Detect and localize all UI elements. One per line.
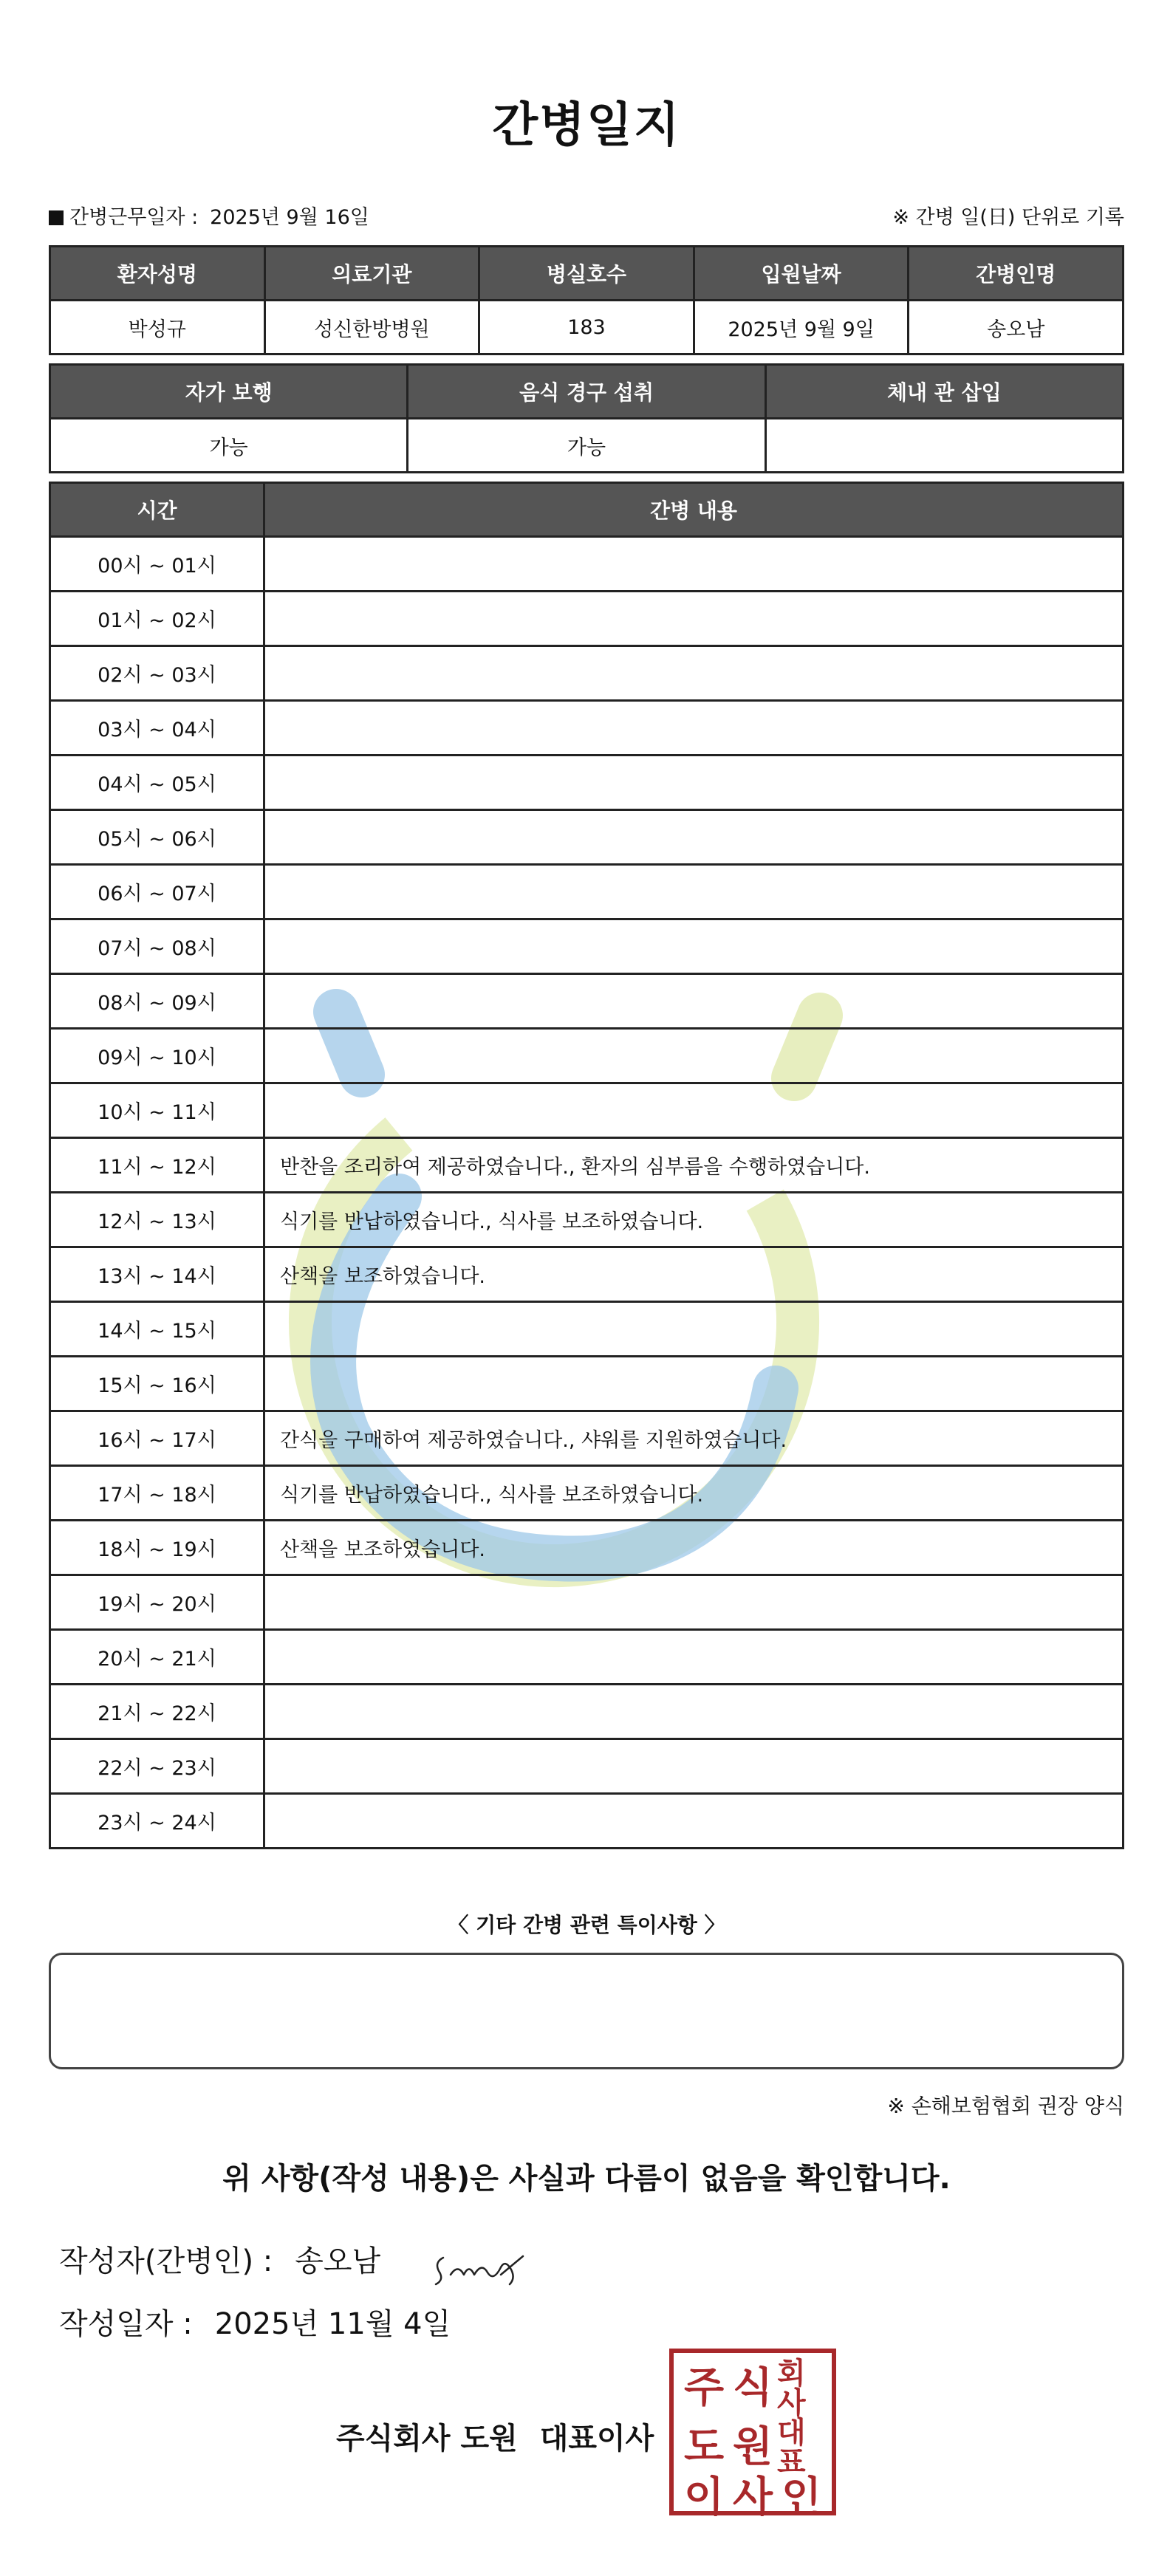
log-time-cell: 08시 ~ 09시 xyxy=(50,974,264,1029)
header-care-content: 간병 내용 xyxy=(264,483,1124,537)
log-content-cell xyxy=(264,592,1124,646)
log-time-cell: 00시 ~ 01시 xyxy=(50,537,264,592)
special-notes-box xyxy=(49,1953,1124,2069)
writer-label: 작성자(간병인) : xyxy=(59,2244,273,2278)
log-content-cell xyxy=(264,1083,1124,1138)
log-content-cell xyxy=(264,974,1124,1029)
header-time: 시간 xyxy=(50,483,264,537)
header-admission-date: 입원날짜 xyxy=(694,247,909,301)
log-row xyxy=(50,865,1124,919)
writer-name: 송오남 xyxy=(295,2244,381,2278)
seal-characters xyxy=(680,2357,826,2521)
caregiver-name-cell: 송오남 xyxy=(909,301,1124,354)
log-content-cell xyxy=(264,1029,1124,1083)
log-row xyxy=(50,1357,1124,1411)
seal-character: 사 xyxy=(732,2473,773,2521)
self-walking-cell: 가능 xyxy=(50,419,408,473)
log-row xyxy=(50,919,1124,974)
oral-intake-cell: 가능 xyxy=(408,419,765,473)
seal-character: 이 xyxy=(683,2473,725,2521)
care-date-value: 2025년 9월 16일 xyxy=(210,206,369,229)
hourly-care-log-table xyxy=(49,482,1124,1849)
log-time-cell: 11시 ~ 12시 xyxy=(50,1138,264,1193)
log-content-cell xyxy=(264,810,1124,865)
log-time-cell: 13시 ~ 14시 xyxy=(50,1247,264,1302)
header-tube-insertion: 체내 관 삽입 xyxy=(765,365,1123,419)
log-row xyxy=(50,1685,1124,1739)
log-time-cell: 04시 ~ 05시 xyxy=(50,756,264,810)
log-time-cell: 01시 ~ 02시 xyxy=(50,592,264,646)
page-title: 간병일지 xyxy=(492,98,681,153)
log-row xyxy=(50,592,1124,646)
log-time-cell: 14시 ~ 15시 xyxy=(50,1302,264,1357)
log-content-cell xyxy=(264,1575,1124,1630)
log-content-cell: 산책을 보조하였습니다. xyxy=(264,1521,1124,1575)
patient-info-table xyxy=(49,245,1124,355)
log-content-cell xyxy=(264,865,1124,919)
handwritten-signature xyxy=(428,2241,532,2293)
log-time-cell: 23시 ~ 24시 xyxy=(50,1794,264,1849)
company-name: 주식회사 도원 xyxy=(336,2422,518,2456)
log-row xyxy=(50,1247,1124,1302)
seal-character: 주 xyxy=(683,2364,725,2412)
log-row xyxy=(50,1739,1124,1794)
log-content-cell: 식기를 반납하였습니다., 식사를 보조하였습니다. xyxy=(264,1193,1124,1247)
log-time-cell: 19시 ~ 20시 xyxy=(50,1575,264,1630)
log-row xyxy=(50,756,1124,810)
condition-value-row xyxy=(50,419,1124,473)
header-institution: 의료기관 xyxy=(264,247,479,301)
log-content-cell xyxy=(264,1685,1124,1739)
header-patient-name: 환자성명 xyxy=(50,247,265,301)
log-time-cell: 02시 ~ 03시 xyxy=(50,646,264,701)
written-date-value: 2025년 11월 4일 xyxy=(214,2307,451,2341)
log-row xyxy=(50,1302,1124,1357)
header-room-number: 병실호수 xyxy=(479,247,694,301)
log-body xyxy=(50,537,1124,1849)
care-date-label: 간병근무일자 : xyxy=(69,206,199,229)
log-header-row xyxy=(50,483,1124,537)
square-bullet-icon xyxy=(49,210,64,225)
log-time-cell: 18시 ~ 19시 xyxy=(50,1521,264,1575)
seal-character: 대표 xyxy=(777,2416,806,2479)
patient-name-cell: 박성규 xyxy=(50,301,265,354)
log-row xyxy=(50,646,1124,701)
room-number-cell: 183 xyxy=(479,301,694,354)
log-content-cell xyxy=(264,646,1124,701)
written-date-label: 작성일자 : xyxy=(59,2307,193,2341)
log-row xyxy=(50,1466,1124,1521)
log-content-cell xyxy=(264,537,1124,592)
log-time-cell: 10시 ~ 11시 xyxy=(50,1083,264,1138)
care-date xyxy=(49,201,369,230)
log-content-cell: 반찬을 조리하여 제공하였습니다., 환자의 심부름을 수행하였습니다. xyxy=(264,1138,1124,1193)
company-seal-stamp xyxy=(669,2349,836,2521)
special-notes-title: 〈 기타 간병 관련 특이사항 〉 xyxy=(448,1913,725,1937)
confirmation-statement: 위 사항(작성 내용)은 사실과 다름이 없음을 확인합니다. xyxy=(222,2162,951,2196)
header-self-walking: 자가 보행 xyxy=(50,365,408,419)
log-row xyxy=(50,1411,1124,1466)
log-row xyxy=(50,1193,1124,1247)
log-content-cell xyxy=(264,919,1124,974)
log-row xyxy=(50,537,1124,592)
log-row xyxy=(50,974,1124,1029)
log-content-cell xyxy=(264,1630,1124,1685)
log-time-cell: 07시 ~ 08시 xyxy=(50,919,264,974)
record-unit-note: ※ 간병 일(日) 단위로 기록 xyxy=(892,206,1124,229)
patient-condition-table xyxy=(49,363,1124,473)
written-date-line xyxy=(59,2301,451,2343)
admission-date-cell: 2025년 9월 9일 xyxy=(694,301,909,354)
log-row xyxy=(50,1794,1124,1849)
log-content-cell xyxy=(264,1794,1124,1849)
log-time-cell: 21시 ~ 22시 xyxy=(50,1685,264,1739)
log-time-cell: 05시 ~ 06시 xyxy=(50,810,264,865)
company-representative: 대표이사 xyxy=(539,2422,654,2456)
log-row xyxy=(50,1575,1124,1630)
seal-character: 도 xyxy=(683,2423,725,2471)
patient-info-value-row xyxy=(50,301,1124,354)
writer-line xyxy=(59,2238,380,2280)
meta-row xyxy=(49,201,1124,230)
log-time-cell: 16시 ~ 17시 xyxy=(50,1411,264,1466)
log-content-cell: 산책을 보조하였습니다. xyxy=(264,1247,1124,1302)
header-caregiver-name: 간병인명 xyxy=(909,247,1124,301)
seal-character: 인 xyxy=(781,2473,822,2521)
form-source-note: ※ 손해보험협회 권장 양식 xyxy=(887,2094,1124,2118)
header-oral-intake: 음식 경구 섭취 xyxy=(408,365,765,419)
log-content-cell xyxy=(264,701,1124,756)
log-row xyxy=(50,1138,1124,1193)
log-time-cell: 20시 ~ 21시 xyxy=(50,1630,264,1685)
log-content-cell xyxy=(264,756,1124,810)
log-time-cell: 15시 ~ 16시 xyxy=(50,1357,264,1411)
log-time-cell: 17시 ~ 18시 xyxy=(50,1466,264,1521)
log-row xyxy=(50,1521,1124,1575)
log-row xyxy=(50,1630,1124,1685)
tube-insertion-cell xyxy=(765,419,1123,473)
log-time-cell: 03시 ~ 04시 xyxy=(50,701,264,756)
seal-character: 회사 xyxy=(777,2357,806,2420)
log-row xyxy=(50,1029,1124,1083)
log-content-cell: 식기를 반납하였습니다., 식사를 보조하였습니다. xyxy=(264,1466,1124,1521)
log-row xyxy=(50,1083,1124,1138)
seal-character: 원 xyxy=(732,2423,773,2471)
log-content-cell xyxy=(264,1739,1124,1794)
log-row xyxy=(50,810,1124,865)
log-time-cell: 09시 ~ 10시 xyxy=(50,1029,264,1083)
seal-character: 식 xyxy=(732,2364,773,2412)
institution-cell: 성신한방병원 xyxy=(264,301,479,354)
log-time-cell: 22시 ~ 23시 xyxy=(50,1739,264,1794)
log-content-cell xyxy=(264,1302,1124,1357)
log-content-cell xyxy=(264,1357,1124,1411)
log-content-cell: 간식을 구매하여 제공하였습니다., 샤워를 지원하였습니다. xyxy=(264,1411,1124,1466)
condition-header-row xyxy=(50,365,1124,419)
log-time-cell: 12시 ~ 13시 xyxy=(50,1193,264,1247)
log-row xyxy=(50,701,1124,756)
company-line xyxy=(336,2415,654,2457)
patient-info-header-row xyxy=(50,247,1124,301)
log-time-cell: 06시 ~ 07시 xyxy=(50,865,264,919)
